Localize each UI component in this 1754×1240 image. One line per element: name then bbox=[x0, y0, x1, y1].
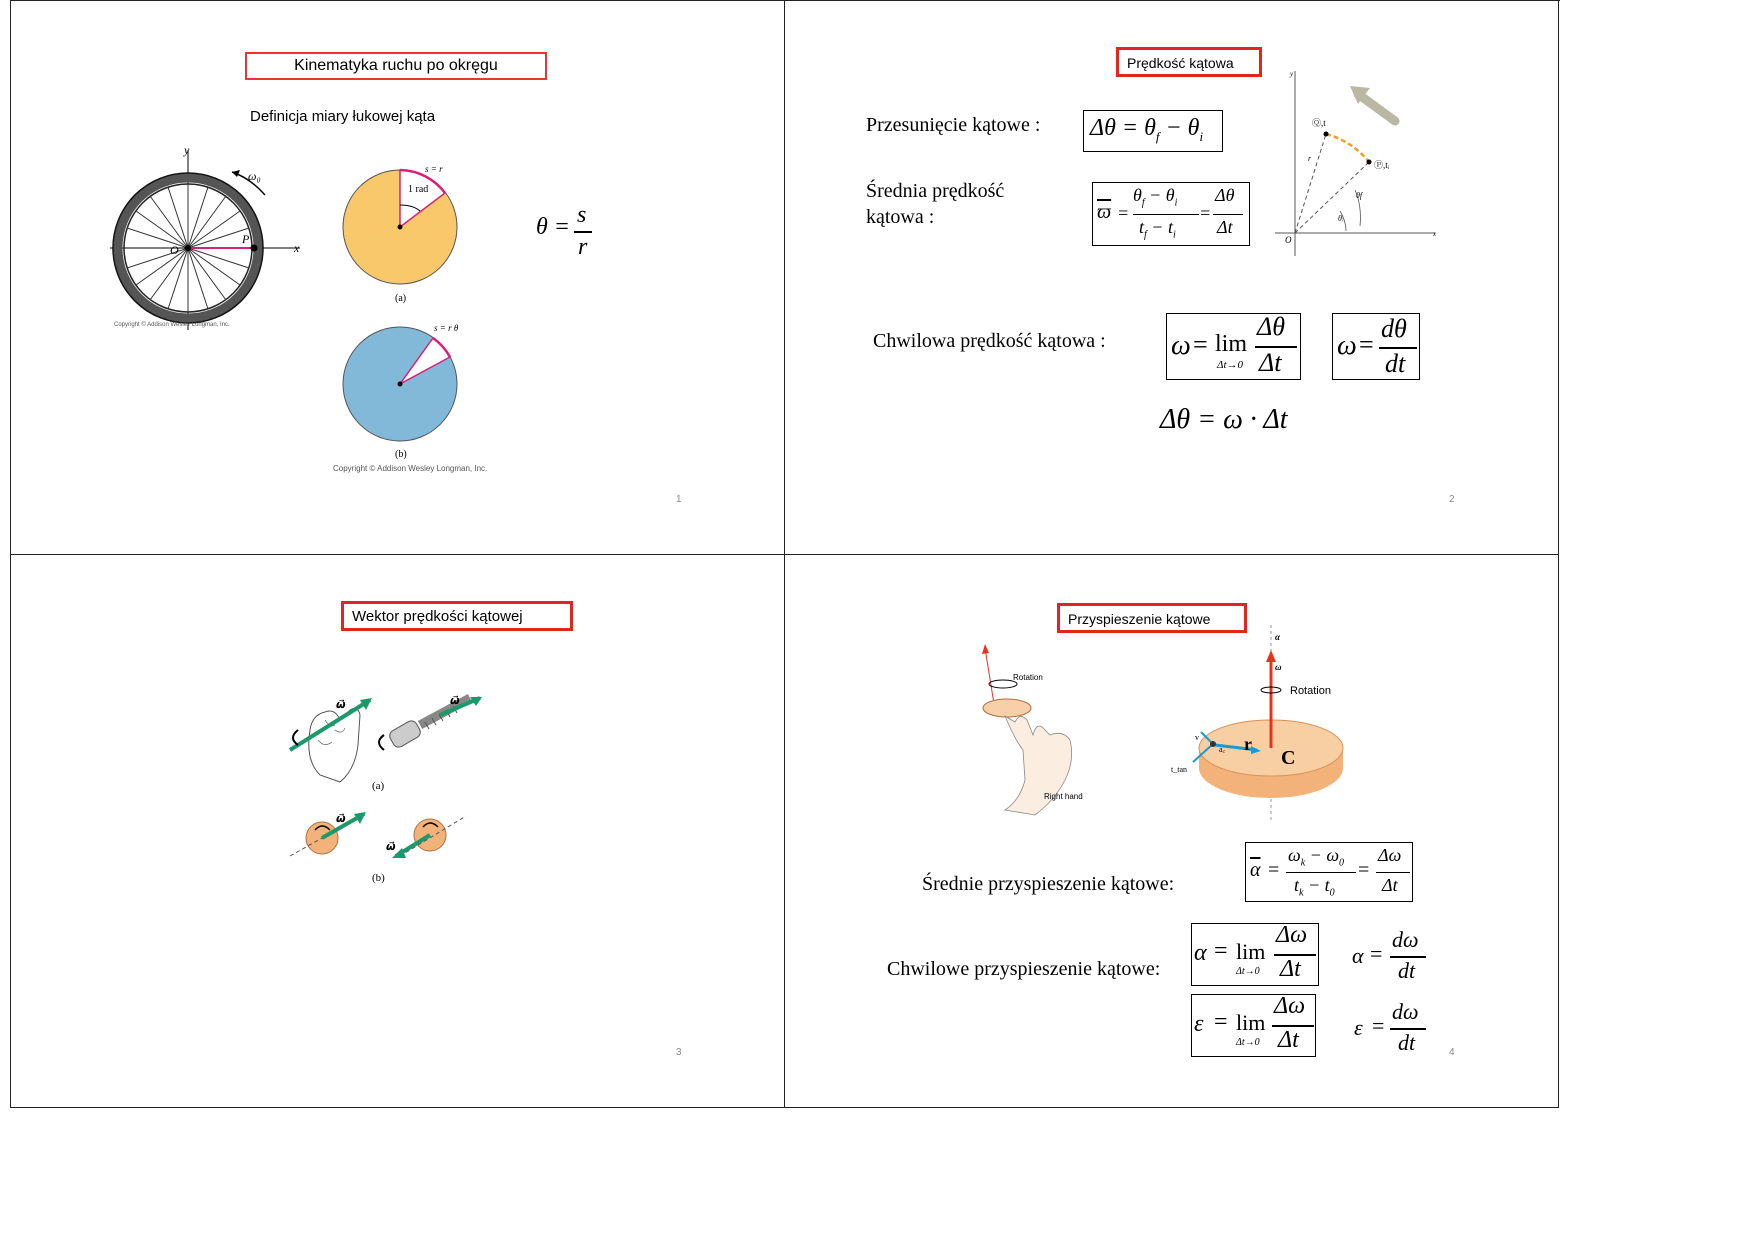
one-rad-label: 1 rad bbox=[408, 184, 429, 195]
instant-angular-acceleration-label: Chwilowe przyspieszenie kątowe: bbox=[887, 958, 1161, 980]
svg-text:y: y bbox=[184, 143, 190, 157]
slide-3-title: Wektor prędkości kątowej bbox=[341, 601, 573, 631]
svg-text:α: α bbox=[1275, 632, 1280, 642]
svg-text:ω⃗: ω⃗ bbox=[336, 813, 346, 825]
svg-text:x: x bbox=[1433, 230, 1437, 238]
svg-text:O: O bbox=[1285, 235, 1292, 245]
svg-text:x: x bbox=[294, 241, 300, 255]
svg-text:Ⓟ,tᵢ: Ⓟ,tᵢ bbox=[1374, 160, 1390, 170]
svg-text:θᵢ: θᵢ bbox=[1338, 214, 1344, 223]
svg-text:t_tan: t_tan bbox=[1171, 765, 1187, 774]
label-r: r bbox=[1244, 734, 1252, 754]
epsilon-limit-formula: ε = lim Δt→0 Δω Δt bbox=[1191, 994, 1316, 1057]
theta-formula-bar bbox=[574, 231, 592, 233]
wheel-diagram bbox=[100, 140, 320, 340]
page-number-1: 1 bbox=[676, 494, 682, 505]
slide-3-label-a: (a) bbox=[372, 780, 385, 792]
svg-text:ω₀: ω₀ bbox=[248, 169, 261, 183]
instant-angular-velocity-label: Chwilowa prędkość kątowa : bbox=[873, 330, 1106, 352]
right-hand-label: Right hand bbox=[1044, 792, 1083, 801]
svg-text:P: P bbox=[242, 232, 250, 246]
svg-text:Ⓠ,t: Ⓠ,t bbox=[1312, 118, 1326, 128]
angular-displacement-formula bbox=[1083, 110, 1223, 152]
avg-angular-velocity-label-1: Średnia prędkość bbox=[866, 180, 1005, 202]
rotation-label-1: Rotation bbox=[1013, 673, 1043, 682]
omega-limit-formula: ω = lim Δt→0 Δθ Δt bbox=[1166, 313, 1301, 380]
avg-angular-acceleration-formula: $\overline{\alpha}$ = $\omega_k - \omega_0$ $t_k - t_0$ = Δω Δt bbox=[1245, 842, 1413, 902]
angular-position-diagram bbox=[1270, 66, 1440, 266]
theta-formula-den: r bbox=[578, 234, 588, 260]
label-a: (a) bbox=[395, 293, 407, 304]
right-hand-rule-diagram bbox=[280, 690, 500, 890]
alpha-derivative-formula: α = dω dt bbox=[1350, 927, 1430, 987]
page-border-top bbox=[10, 0, 1560, 1]
svg-text:a꜀: a꜀ bbox=[1219, 745, 1226, 754]
horizontal-divider bbox=[10, 554, 1559, 555]
slide-1-subtitle: Definicja miary łukowej kąta bbox=[250, 108, 436, 125]
label-C: C bbox=[1281, 747, 1296, 769]
avg-angular-acceleration-label: Średnie przyspieszenie kątowe: bbox=[922, 873, 1175, 895]
theta-formula-num: s bbox=[577, 202, 587, 228]
radian-disc-a bbox=[338, 165, 468, 295]
omega-derivative-formula: ω = dθ dt bbox=[1332, 313, 1420, 380]
slide-1-title: Kinematyka ruchu po okręgu bbox=[245, 52, 547, 80]
page-number-4: 4 bbox=[1449, 1047, 1455, 1058]
avg-angular-velocity-label-2: kątowa : bbox=[866, 206, 935, 228]
page-number-2: 2 bbox=[1449, 494, 1455, 505]
svg-text:ω⃗: ω⃗ bbox=[386, 841, 396, 853]
svg-text:O: O bbox=[170, 243, 179, 257]
epsilon-derivative-formula: ε = dω dt bbox=[1352, 999, 1432, 1059]
svg-text:v: v bbox=[1195, 733, 1199, 742]
slide-3-label-b: (b) bbox=[372, 872, 385, 884]
svg-text:ω⃗: ω⃗ bbox=[336, 699, 346, 711]
angular-displacement-label: Przesunięcie kątowe : bbox=[866, 114, 1041, 136]
radian-disc-b bbox=[338, 322, 468, 452]
rotation-label-2: Rotation bbox=[1290, 685, 1331, 697]
s-eq-r-label: s = r bbox=[425, 164, 443, 174]
angular-acceleration-disc bbox=[1165, 620, 1375, 820]
page-number-3: 3 bbox=[676, 1047, 682, 1058]
svg-text:r: r bbox=[1308, 154, 1312, 163]
slide-4-title: Przyspieszenie kątowe bbox=[1057, 603, 1247, 633]
alpha-limit-formula: α = lim Δt→0 Δω Δt bbox=[1191, 923, 1319, 986]
eq-disp-text: $\Delta\theta = \theta_f - \theta_i$ bbox=[1090, 115, 1204, 144]
slide-2-title: Prędkość kątowa bbox=[1116, 47, 1262, 77]
avg-angular-velocity-formula: $\overline{ϖ}$ = $\theta_f - \theta_i$ $t_f - t_i$ = Δθ Δt bbox=[1092, 182, 1250, 246]
theta-formula-lhs: θ = bbox=[536, 214, 570, 240]
svg-text:y: y bbox=[1290, 70, 1294, 78]
disc-copyright: Copyright © Addison Wesley Longman, Inc. bbox=[333, 464, 488, 473]
label-b: (b) bbox=[395, 449, 407, 460]
svg-text:θf: θf bbox=[1356, 191, 1363, 200]
s-eq-rtheta-label: s = r θ bbox=[434, 323, 459, 333]
svg-text:ω⃗: ω⃗ bbox=[450, 695, 460, 707]
svg-text:ω: ω bbox=[1275, 662, 1282, 672]
delta-theta-equation: Δθ = ω · Δt bbox=[1160, 404, 1288, 435]
wheel-copyright: Copyright © Addison Wesley Longman, Inc. bbox=[114, 322, 230, 328]
